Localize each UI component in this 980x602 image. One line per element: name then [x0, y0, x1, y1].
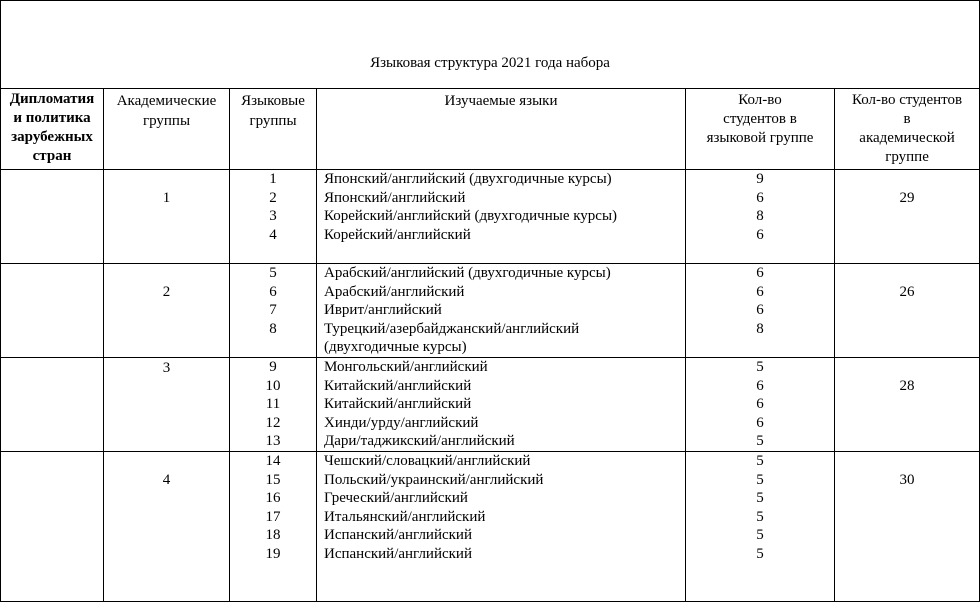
language-group-number: 18: [265, 527, 281, 544]
language-pair: Корейский/английский: [324, 226, 471, 243]
lang-group-student-count: 5: [756, 453, 764, 469]
lang-group-student-count: 8: [756, 320, 764, 337]
table-row: [1, 452, 980, 602]
language-pair: Корейский/английский (двухгодичные курсы): [324, 208, 618, 225]
language-group-number: 15: [265, 471, 281, 488]
language-group-number: 3: [269, 208, 277, 225]
language-group-number: 17: [265, 508, 281, 525]
table-row: [1, 170, 980, 264]
language-group-cell: [230, 264, 317, 358]
faculty-cell: [1, 264, 104, 358]
faculty-cell: [1, 170, 104, 264]
lang-group-student-count: 5: [756, 471, 764, 488]
language-group-number: 5: [269, 265, 277, 281]
language-group-number: 13: [265, 433, 281, 450]
language-pair: Японский/английский: [324, 189, 466, 206]
lang-group-student-count: [686, 338, 834, 357]
academic-group-cell: 1: [104, 170, 230, 264]
student-count-cell: [686, 170, 835, 264]
lang-group-student-count: 8: [756, 208, 764, 225]
student-count-cell: [686, 358, 835, 452]
lang-group-student-count: 6: [756, 226, 764, 243]
lang-group-student-count: 6: [756, 265, 764, 281]
language-pair: Хинди/урду/английский: [324, 414, 479, 431]
languages-header: Изучаемые языки: [317, 89, 686, 170]
students-acad-group-header: Кол-во студентов в академической группе: [835, 89, 980, 170]
faculty-cell: [1, 358, 104, 452]
table-row: [1, 358, 980, 452]
language-group-number: 1: [269, 171, 277, 187]
language-pair: Монгольский/английский: [324, 359, 488, 375]
language-pair: Арабский/английский (двухгодичные курсы): [324, 265, 611, 281]
language-pair: Китайский/английский: [324, 377, 472, 394]
language-pair: Арабский/английский: [324, 283, 465, 300]
lang-group-student-count: 5: [756, 433, 764, 450]
language-pair: Греческий/английский: [324, 490, 468, 507]
lang-group-student-count: 6: [756, 189, 764, 206]
lang-group-student-count: 6: [756, 396, 764, 413]
languages-cell: [317, 452, 686, 602]
lang-group-student-count: 6: [756, 283, 764, 300]
language-group-number: 14: [265, 453, 281, 469]
language-pair: Китайский/английский: [324, 396, 472, 413]
language-group-cell: [230, 358, 317, 452]
language-group-number: 10: [265, 377, 281, 394]
language-pair: Иврит/английский: [324, 302, 442, 319]
student-count-cell: [686, 452, 835, 602]
academic-group-cell: 3: [104, 358, 230, 452]
academic-groups-header: Академические группы: [104, 89, 230, 170]
lang-group-student-count: 6: [756, 377, 764, 394]
language-group-number: 8: [269, 320, 277, 337]
language-pair: (двухгодичные курсы): [324, 339, 467, 356]
lang-group-student-count: 5: [756, 545, 764, 562]
academic-group-total-cell: 30: [835, 452, 980, 602]
academic-group-total-cell: 28: [835, 358, 980, 452]
language-pair: Дари/таджикский/английский: [324, 433, 515, 450]
lang-group-student-count: 9: [756, 171, 764, 187]
language-group-number: 4: [269, 226, 277, 243]
students-lang-group-header: Кол-во студентов в языковой группе: [686, 89, 835, 170]
language-group-number: [230, 338, 316, 357]
lang-group-student-count: 6: [756, 302, 764, 319]
language-pair: Японский/английский (двухгодичные курсы): [324, 171, 612, 187]
language-pair: Турецкий/азербайджанский/английский: [324, 320, 580, 337]
language-group-number: 9: [269, 359, 277, 375]
academic-group-total-cell: 26: [835, 264, 980, 358]
language-pair: Чешский/словацкий/английский: [324, 453, 531, 469]
language-group-number: 12: [265, 414, 281, 431]
language-pair: Испанский/английский: [324, 527, 472, 544]
language-group-cell: [230, 170, 317, 264]
table-row: [1, 264, 980, 358]
header-row: [1, 89, 980, 170]
languages-cell: [317, 264, 686, 358]
language-pair: Польский/украинский/английский: [324, 471, 544, 488]
language-group-number: 7: [269, 302, 277, 319]
language-group-cell: [230, 452, 317, 602]
faculty-header: Дипломатия и политика зарубежных стран: [1, 89, 104, 170]
language-group-number: 11: [265, 396, 281, 413]
language-pair: Испанский/английский: [324, 545, 472, 562]
languages-cell: [317, 170, 686, 264]
academic-group-total-cell: 29: [835, 170, 980, 264]
academic-group-cell: 4: [104, 452, 230, 602]
faculty-cell: [1, 452, 104, 602]
table-title: Языковая структура 2021 года набора: [1, 1, 980, 89]
lang-group-student-count: 5: [756, 359, 764, 375]
lang-group-student-count: 5: [756, 508, 764, 525]
languages-cell: [317, 358, 686, 452]
language-group-number: 16: [265, 490, 281, 507]
language-groups-header: Языковые группы: [230, 89, 317, 170]
academic-group-cell: 2: [104, 264, 230, 358]
lang-group-student-count: 6: [756, 414, 764, 431]
student-count-cell: [686, 264, 835, 358]
language-pair: Итальянский/английский: [324, 508, 486, 525]
lang-group-student-count: 5: [756, 527, 764, 544]
language-group-number: 2: [269, 189, 277, 206]
lang-group-student-count: 5: [756, 490, 764, 507]
language-group-number: 6: [269, 283, 277, 300]
language-group-number: 19: [265, 545, 281, 562]
